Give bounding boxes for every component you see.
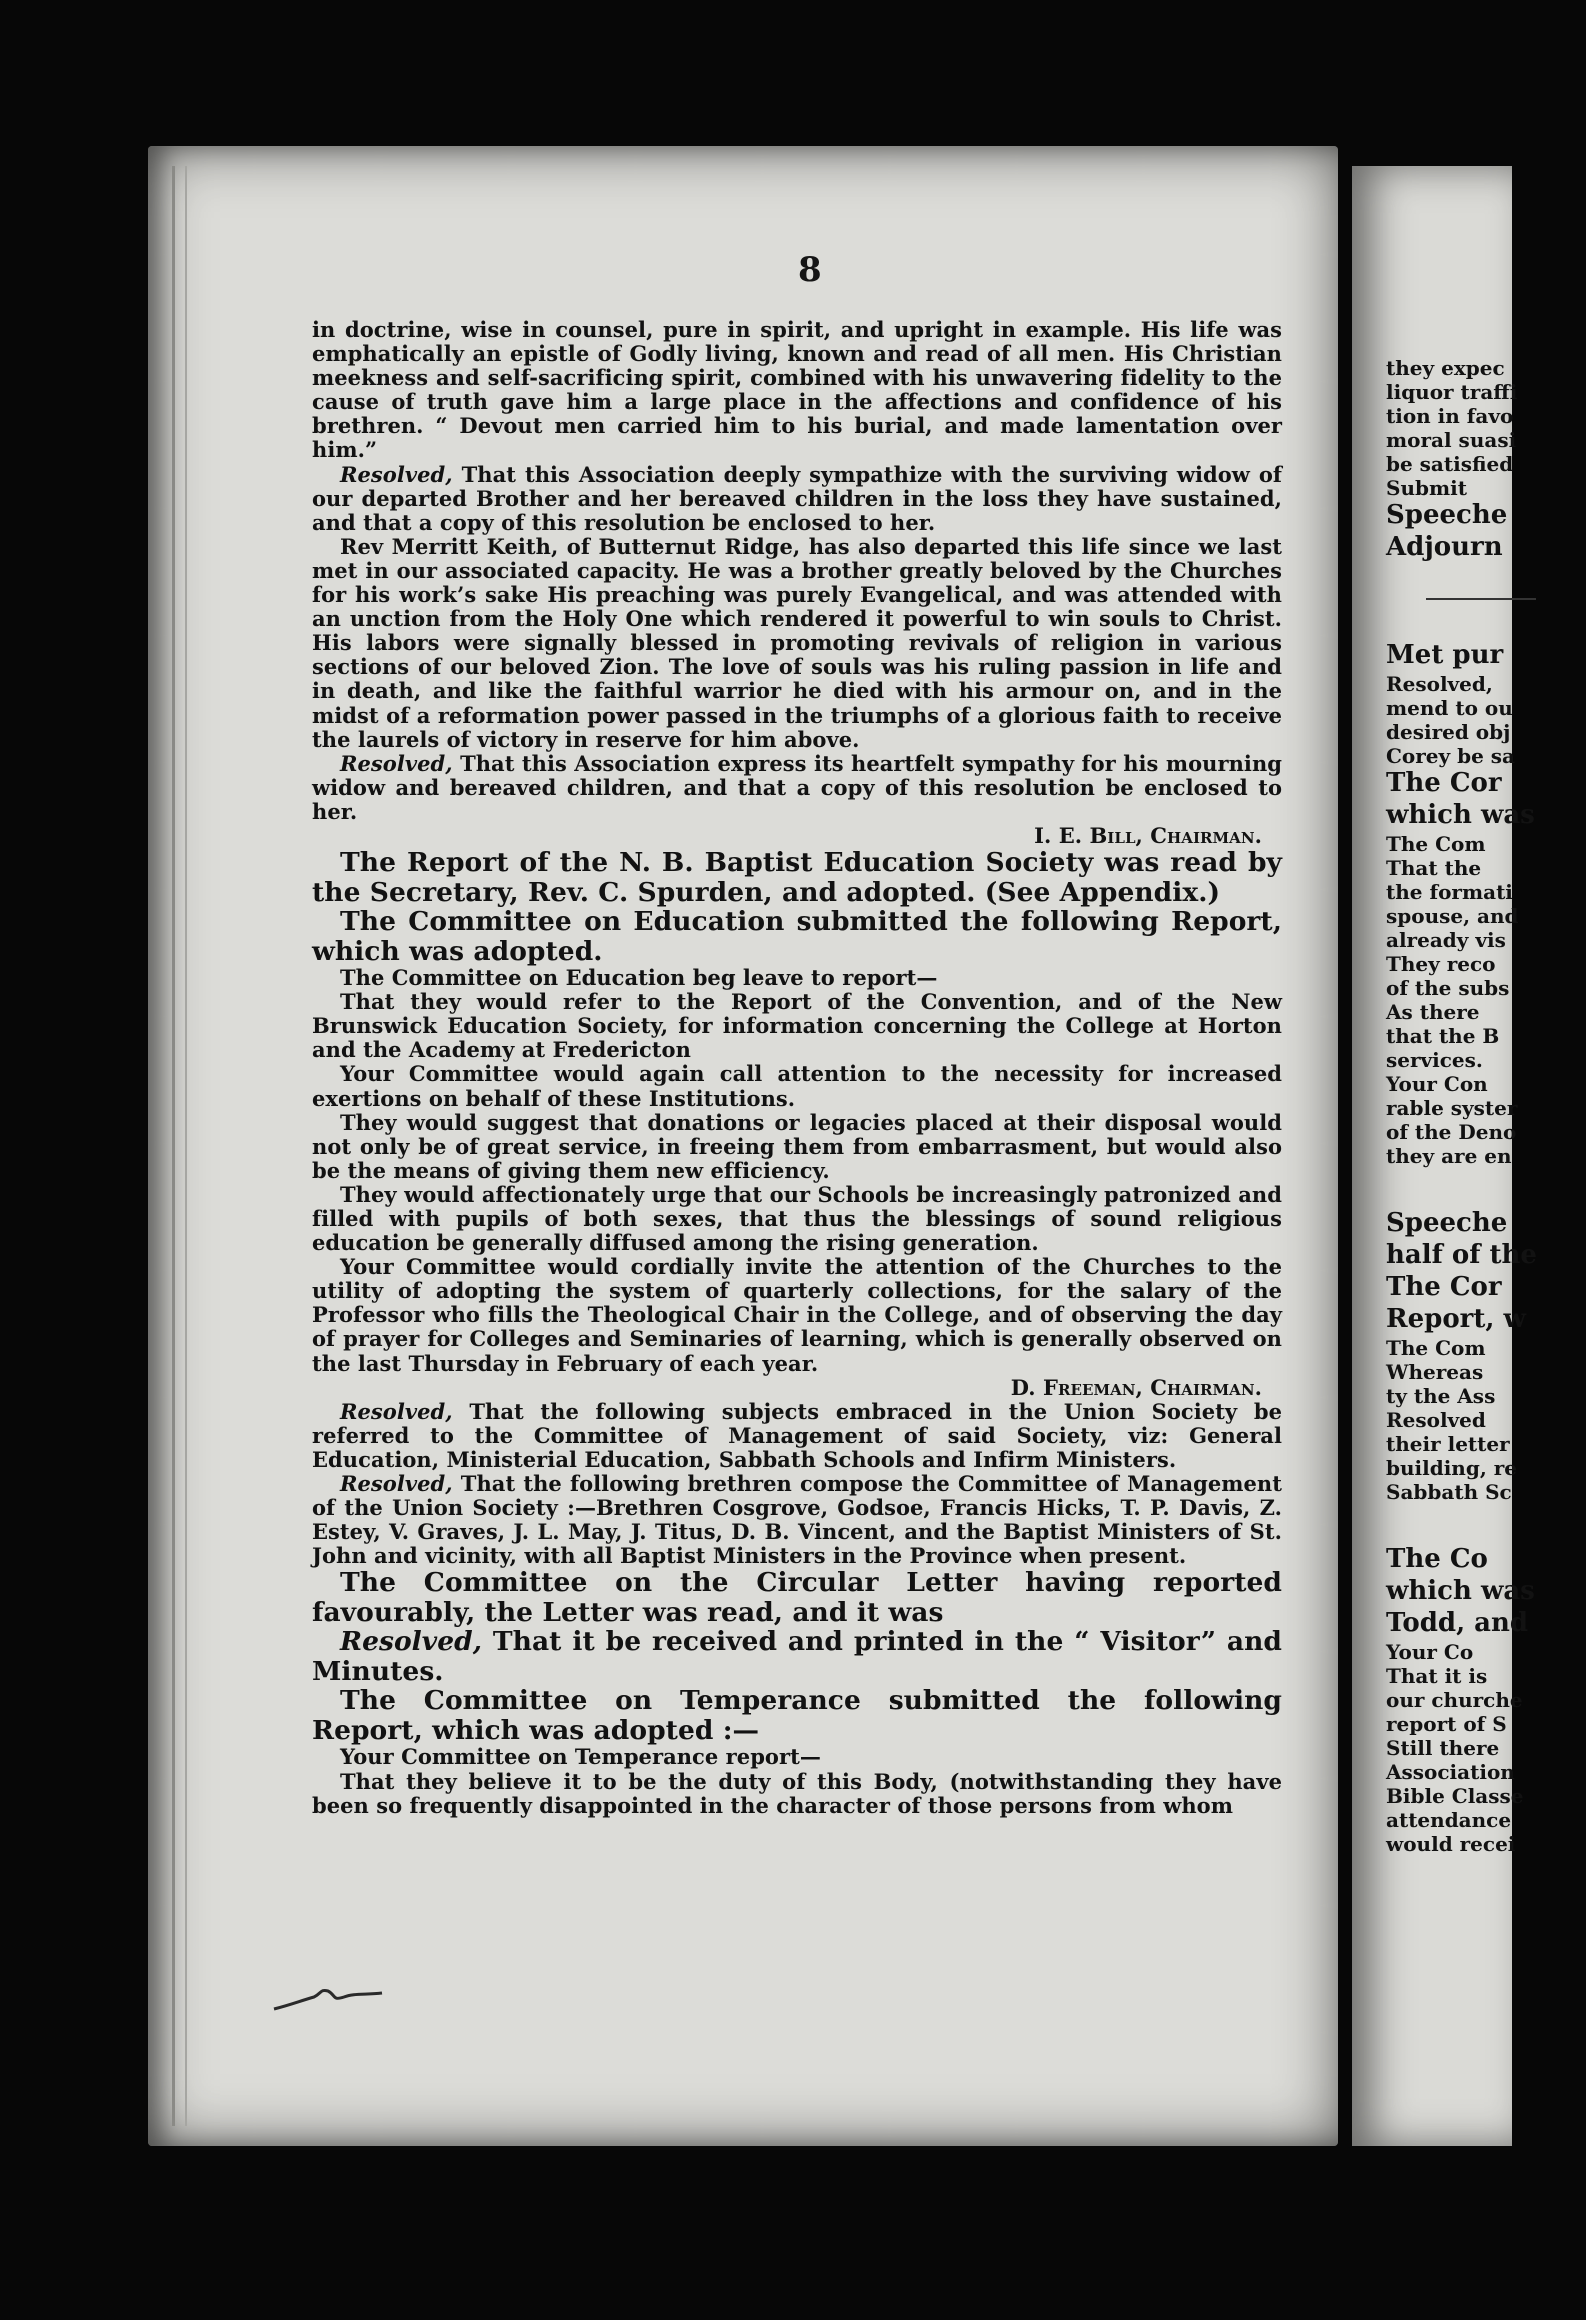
- right-page-line: the formati: [1386, 880, 1513, 904]
- right-page-line: Submit: [1386, 476, 1467, 500]
- right-page-line: Still there: [1386, 1736, 1500, 1760]
- right-page-line: They reco: [1386, 952, 1496, 976]
- right-page-line: they are en: [1386, 1144, 1512, 1168]
- paragraph-text: The Committee on the Circular Letter having reported favourably, the Letter was read, and it was: [312, 1567, 1282, 1628]
- paragraph: [312, 907, 1282, 966]
- right-page-line: spouse, and: [1386, 904, 1519, 928]
- right-page-line: liquor traffi: [1386, 380, 1518, 404]
- paragraph-text: D. Freeman, Chairman.: [1010, 1374, 1262, 1400]
- right-page-line: they expec: [1386, 356, 1505, 380]
- right-page-line: Todd, and: [1386, 1608, 1529, 1638]
- right-page-line: desired obj: [1386, 720, 1511, 744]
- paragraph: [312, 318, 1282, 463]
- paragraph-text: The Report of the N. B. Baptist Education Society was read by the Secretary, Rev. C. Spurden, and adopted. (See Appendix.): [312, 847, 1282, 908]
- right-book-page-edge: [1352, 166, 1537, 2146]
- right-page-line: That the: [1386, 856, 1482, 880]
- ink-scribble-mark: [270, 1975, 390, 2015]
- right-page-line: tion in favo: [1386, 404, 1514, 428]
- paragraph-text: The Committee on Education beg leave to report—: [340, 965, 938, 991]
- right-page-line: The Co: [1386, 1544, 1488, 1574]
- right-page-line: Adjourn: [1386, 532, 1503, 562]
- right-page-line: building, re: [1386, 1456, 1518, 1480]
- paragraph-text: They would affectionately urge that our Schools be increasingly patronized and filled with pupils of both sexes, that thus the blessings of sound religious education be generally diffused among the rising generation.: [312, 1181, 1282, 1256]
- paragraph-text: That it be received and printed in the “ Visitor” and Minutes.: [312, 1626, 1282, 1687]
- right-page-line: Report, w: [1386, 1304, 1526, 1334]
- right-page-line: be satisfied: [1386, 452, 1514, 476]
- paragraph-text: I. E. Bill, Chairman.: [1034, 822, 1262, 848]
- right-page-line: The Cor: [1386, 1272, 1502, 1302]
- right-page-line: That it is: [1386, 1664, 1488, 1688]
- right-page-line: our churche: [1386, 1688, 1523, 1712]
- paragraph: [312, 463, 1282, 535]
- paragraph-text: That this Association deeply sympathize with the surviving widow of our departed Brother and her bereaved children in the loss they have sustained, and that a copy of this resolution be enclosed to her.: [312, 461, 1282, 535]
- paragraph: [312, 848, 1282, 907]
- paragraph: [312, 1568, 1282, 1627]
- right-page-line: of the subs: [1386, 976, 1510, 1000]
- paragraph: [312, 966, 1282, 990]
- resolved-lead: Resolved,: [340, 1626, 483, 1658]
- paragraph-text: That this Association express its heartfelt sympathy for his mourning widow and bereaved children, and that a copy of this resolution be enclosed to her.: [312, 750, 1282, 824]
- right-page-line: already vis: [1386, 928, 1506, 952]
- right-page-line: Your Con: [1386, 1072, 1488, 1096]
- paragraph: [312, 1183, 1282, 1255]
- paragraph: [312, 752, 1282, 824]
- right-page-line: Sabbath Sc: [1386, 1480, 1512, 1504]
- paragraph: [312, 1111, 1282, 1183]
- right-page-line: attendance: [1386, 1808, 1512, 1832]
- right-page-line: rable syster: [1386, 1096, 1518, 1120]
- paragraph: [312, 1770, 1282, 1818]
- right-page-line: Whereas: [1386, 1360, 1484, 1384]
- paragraph-text: The Committee on Temperance submitted the following Report, which was adopted :—: [312, 1685, 1282, 1746]
- paragraph: [312, 1472, 1282, 1568]
- right-page-line: which was: [1386, 800, 1535, 830]
- paragraph: [312, 1627, 1282, 1686]
- page-text-body: [312, 318, 1282, 1818]
- paragraph-text: Rev Merritt Keith, of Butternut Ridge, has also departed this life since we last met in our associated capacity. He was a brother greatly beloved by the Churches for his work’s sake His preaching was purely Evangelical, and was attended with an unction from the Holy One which rendered it powerful to win souls to Christ. His labors were signally blessed in promoting revivals of religion in various sections of our beloved Zion. The love of souls was his ruling passion in life and in death, and like the faithful warrior he died with his armour on, and in the midst of a reformation power passed in the triumphs of a glorious faith to receive the laurels of victory in reserve for him above.: [312, 533, 1282, 752]
- right-page-line: ty the Ass: [1386, 1384, 1496, 1408]
- right-page-line: of the Deno: [1386, 1120, 1517, 1144]
- right-page-line: Met pur: [1386, 640, 1504, 670]
- paragraph: [312, 1376, 1282, 1400]
- right-page-line: Speeche: [1386, 500, 1508, 530]
- right-page-line: As there: [1386, 1000, 1480, 1024]
- right-page-line: services.: [1386, 1048, 1483, 1072]
- paragraph: [312, 1255, 1282, 1375]
- right-page-line: Resolved: [1386, 1408, 1486, 1432]
- paragraph-text: That the following brethren compose the Committee of Management of the Union Society :—Brethren Cosgrove, Godsoe, Francis Hicks, T. P. Davis, Z. Estey, V. Graves, J. L. May, J. Titus, D. B. Vincent, and the Baptist Ministers of St. John and vicinity, with all Baptist Ministers in the Province when present.: [312, 1471, 1282, 1569]
- resolved-lead: Resolved,: [340, 750, 453, 776]
- right-page-line: [1386, 1168, 1586, 1208]
- right-page-line: The Com: [1386, 832, 1486, 856]
- resolved-lead: Resolved,: [340, 1398, 453, 1424]
- paragraph-text: That they believe it to be the duty of this Body, (notwithstanding they have been so frequently disappointed in the character of those persons from whom: [312, 1768, 1282, 1818]
- right-page-line: that the B: [1386, 1024, 1500, 1048]
- paragraph-text: The Committee on Education submitted the following Report, which was adopted.: [312, 906, 1282, 967]
- right-page-line: [1386, 1504, 1586, 1544]
- paragraph: [312, 824, 1282, 848]
- section-rule: [1426, 598, 1536, 600]
- right-page-line: report of S: [1386, 1712, 1507, 1736]
- paragraph: [312, 1400, 1282, 1472]
- paragraph-text: That they would refer to the Report of the Convention, and of the New Brunswick Education Society, for information concerning the College at Horton and the Academy at Fredericton: [312, 989, 1282, 1063]
- right-page-line: their letter: [1386, 1432, 1510, 1456]
- paragraph: [312, 1686, 1282, 1745]
- right-page-line: moral suasi: [1386, 428, 1517, 452]
- right-page-line: Bible Classe: [1386, 1784, 1524, 1808]
- right-page-line: The Cor: [1386, 768, 1502, 798]
- paragraph-text: in doctrine, wise in counsel, pure in spirit, and upright in example. His life was emphatically an epistle of Godly living, known and read of all men. His Christian meekness and self-sacrificing spirit, combined with his unwavering fidelity to the cause of truth gave him a large place in the affections and confidence of his brethren. “ Devout men carried him to his burial, and made lamentation over him.”: [312, 317, 1282, 463]
- paragraph: [312, 1062, 1282, 1110]
- resolved-lead: Resolved,: [340, 461, 453, 487]
- right-page-line: Resolved,: [1386, 672, 1493, 696]
- resolved-lead: Resolved,: [340, 1471, 453, 1497]
- right-page-text-fragment: [1386, 356, 1586, 1856]
- right-page-line: mend to ou: [1386, 696, 1513, 720]
- paragraph: [312, 990, 1282, 1062]
- paragraph-text: Your Committee would cordially invite the attention of the Churches to the utility of adopting the system of quarterly collections, for the salary of the Professor who fills the Theological Chair in the College, and of observing the day of prayer for Colleges and Seminaries of learning, which is generally observed on the last Thursday in February of each year.: [312, 1254, 1282, 1376]
- right-page-line: Your Co: [1386, 1640, 1474, 1664]
- paragraph-text: Your Committee would again call attention to the necessity for increased exertions on behalf of these Institutions.: [312, 1061, 1282, 1111]
- paragraph: [312, 535, 1282, 752]
- paragraph-text: Your Committee on Temperance report—: [340, 1744, 821, 1770]
- paragraph: [312, 1745, 1282, 1769]
- right-page-line: Association: [1386, 1760, 1515, 1784]
- right-page-line: half of the: [1386, 1240, 1537, 1270]
- page-number: 8: [798, 250, 822, 290]
- right-page-line: Corey be sa: [1386, 744, 1515, 768]
- right-page-line: would recei: [1386, 1832, 1516, 1856]
- right-page-line: which was: [1386, 1576, 1535, 1606]
- right-page-line: The Com: [1386, 1336, 1486, 1360]
- paragraph-text: They would suggest that donations or legacies placed at their disposal would not only be of great service, in freeing them from embarrasment, but would also be the means of giving them new efficiency.: [312, 1109, 1282, 1183]
- right-page-line: Speeche: [1386, 1208, 1508, 1238]
- paragraph-text: That the following subjects embraced in the Union Society be referred to the Committee of Management of said Society, viz: General Education, Ministerial Education, Sabbath Schools and Infirm Ministers.: [312, 1398, 1282, 1472]
